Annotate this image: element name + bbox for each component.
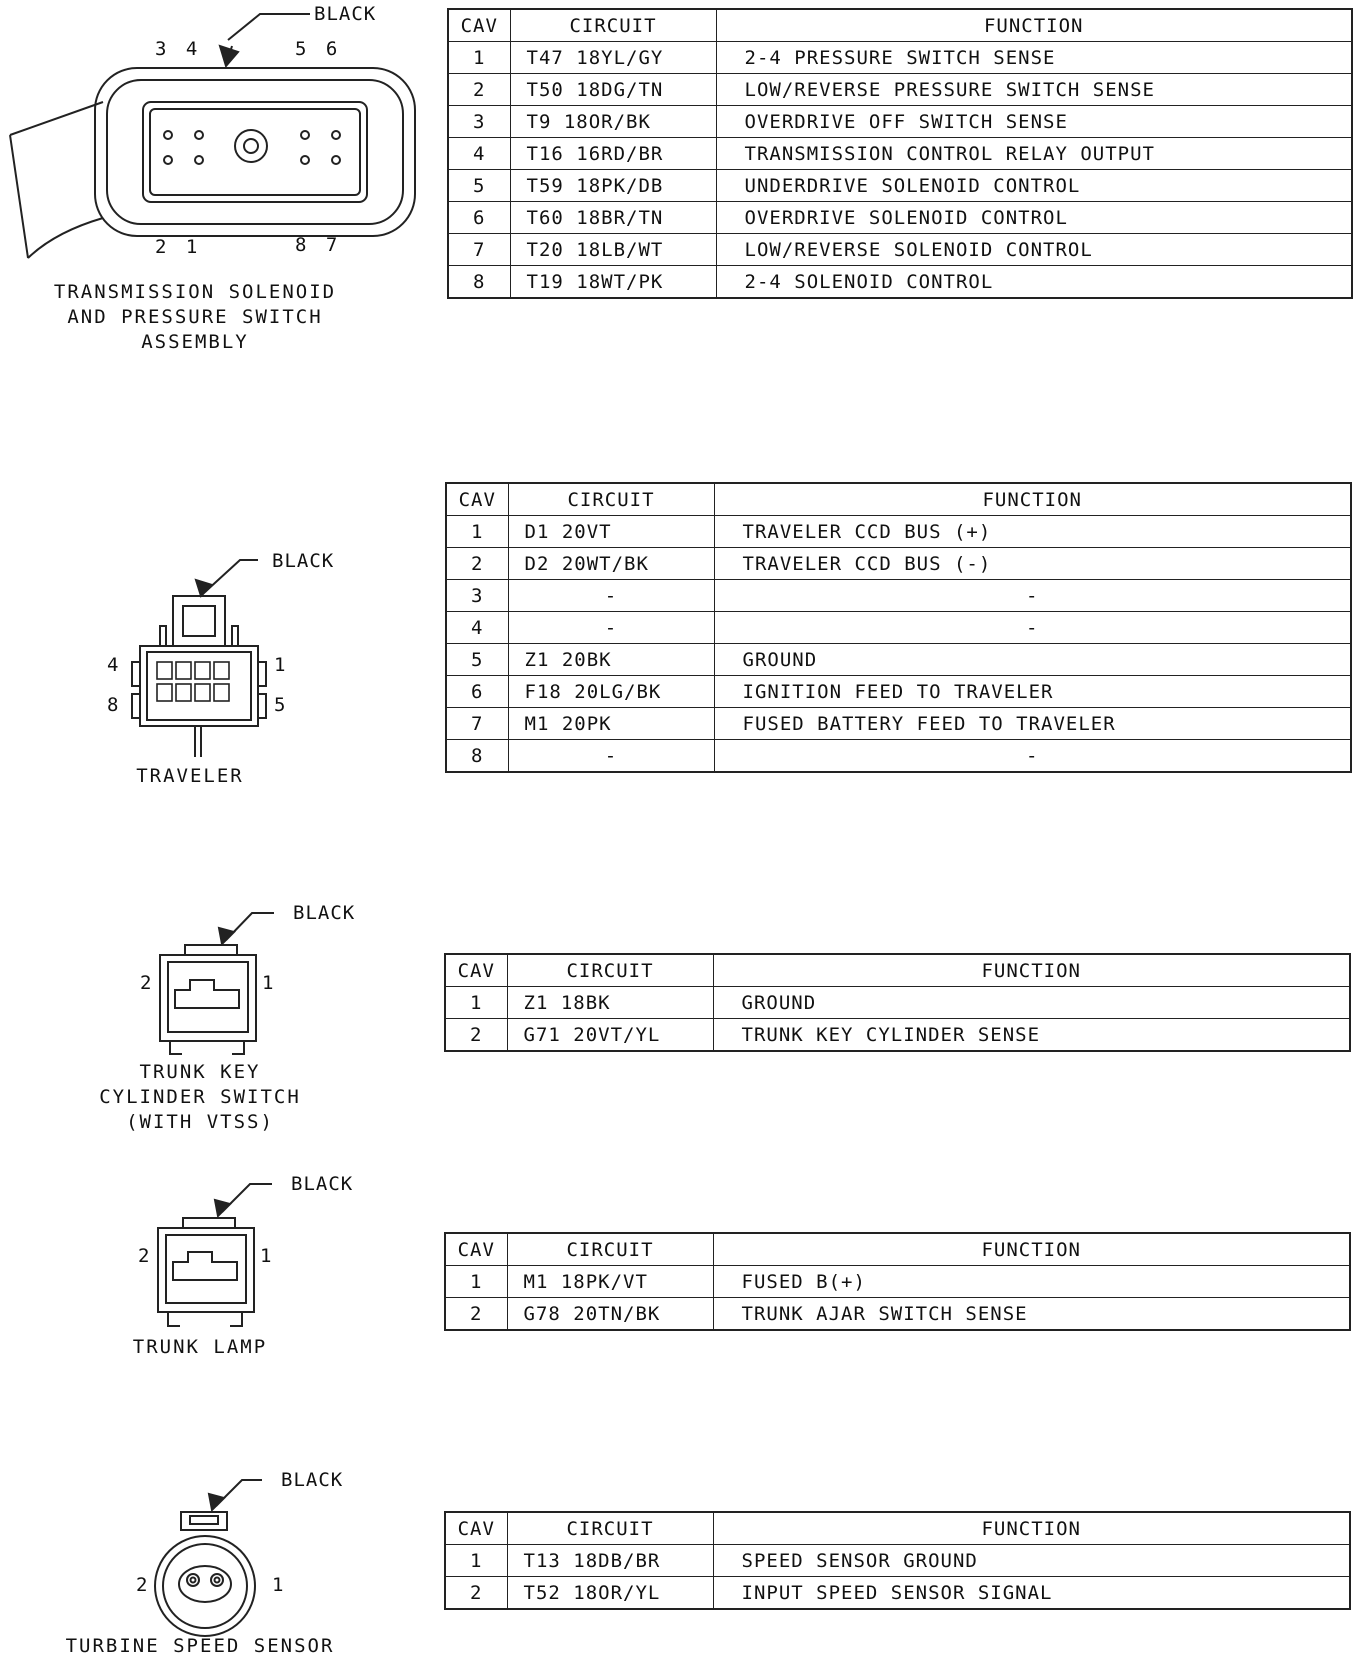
table-row (445, 1577, 1350, 1610)
circuit-header: CIRCUIT (507, 1512, 713, 1545)
table-row (448, 138, 1352, 170)
circuit-cell: M1 18PK/VT (507, 1266, 713, 1298)
function-cell: TRUNK KEY CYLINDER SENSE (713, 1019, 1350, 1052)
circuit-cell: T50 18DG/TN (510, 74, 716, 106)
connector-name-1: TRANSMISSION SOLENOID AND PRESSURE SWITCH ASSEMBLY (53, 281, 337, 353)
function-cell: TRAVELER CCD BUS (+) (714, 516, 1351, 548)
connector-name-5: TURBINE SPEED SENSOR (65, 1635, 335, 1657)
function-cell: - (714, 740, 1351, 773)
table-row (445, 1298, 1350, 1331)
trunk-lamp-connector-icon (158, 1184, 272, 1326)
circuit-cell: T59 18PK/DB (510, 170, 716, 202)
table-header-row (445, 1233, 1350, 1266)
cav-cell: 1 (446, 516, 508, 548)
cav-cell: 2 (445, 1298, 507, 1331)
cav-cell: 1 (445, 987, 507, 1019)
function-cell: 2-4 SOLENOID CONTROL (716, 266, 1352, 299)
pin-label-1d: 8 7 (295, 234, 339, 256)
circuit-cell: T60 18BR/TN (510, 202, 716, 234)
function-cell: FUSED BATTERY FEED TO TRAVELER (714, 708, 1351, 740)
circuit-cell: F18 20LG/BK (508, 676, 714, 708)
circuit-header: CIRCUIT (507, 1233, 713, 1266)
cav-header: CAV (448, 9, 510, 42)
function-cell: - (714, 612, 1351, 644)
function-cell: OVERDRIVE SOLENOID CONTROL (716, 202, 1352, 234)
cav-cell: 5 (448, 170, 510, 202)
pin-label-2a: 4 (107, 654, 120, 676)
circuit-header: CIRCUIT (507, 954, 713, 987)
table-row (448, 202, 1352, 234)
pin-label-1a: 3 4 (155, 38, 199, 60)
pin-label-2c: 8 (107, 694, 120, 716)
table-row (445, 1019, 1350, 1052)
pin-label-1b: 5 6 (295, 38, 339, 60)
cav-cell: 7 (448, 234, 510, 266)
circuit-cell: M1 20PK (508, 708, 714, 740)
circuit-cell: Z1 20BK (508, 644, 714, 676)
pin-label-3a: 2 (140, 972, 153, 994)
cav-cell: 2 (446, 548, 508, 580)
pinout-table-traveler (445, 482, 1352, 773)
circuit-cell: D2 20WT/BK (508, 548, 714, 580)
pin-label-4b: 1 (260, 1245, 273, 1267)
function-cell: - (714, 580, 1351, 612)
table-row (446, 548, 1351, 580)
color-label-3: BLACK (293, 902, 356, 924)
function-header: FUNCTION (716, 9, 1352, 42)
function-cell: LOW/REVERSE SOLENOID CONTROL (716, 234, 1352, 266)
pinout-table-trunk-key-cylinder (444, 953, 1351, 1052)
function-cell: IGNITION FEED TO TRAVELER (714, 676, 1351, 708)
table-body (446, 516, 1351, 773)
table-header-row (448, 9, 1352, 42)
function-cell: TRUNK AJAR SWITCH SENSE (713, 1298, 1350, 1331)
function-cell: OVERDRIVE OFF SWITCH SENSE (716, 106, 1352, 138)
pinout-table-turbine-speed-sensor (444, 1511, 1351, 1610)
pin-label-2d: 5 (274, 694, 287, 716)
cav-cell: 7 (446, 708, 508, 740)
connector-name-2: TRAVELER (136, 765, 244, 787)
cav-cell: 2 (448, 74, 510, 106)
table-body (445, 1545, 1350, 1610)
cav-cell: 3 (446, 580, 508, 612)
connector-name-4: TRUNK LAMP (132, 1336, 268, 1358)
function-cell: FUSED B(+) (713, 1266, 1350, 1298)
circuit-cell: Z1 18BK (507, 987, 713, 1019)
circuit-cell: G78 20TN/BK (507, 1298, 713, 1331)
function-cell: GROUND (714, 644, 1351, 676)
function-cell: INPUT SPEED SENSOR SIGNAL (713, 1577, 1350, 1610)
table-row (446, 516, 1351, 548)
cav-cell: 5 (446, 644, 508, 676)
cav-header: CAV (446, 483, 508, 516)
table-body (445, 1266, 1350, 1331)
circuit-cell: T9 18OR/BK (510, 106, 716, 138)
cav-header: CAV (445, 954, 507, 987)
pin-label-3b: 1 (262, 972, 275, 994)
function-cell: SPEED SENSOR GROUND (713, 1545, 1350, 1577)
pin-label-5b: 1 (272, 1574, 285, 1596)
table-row (445, 1266, 1350, 1298)
cav-header: CAV (445, 1512, 507, 1545)
color-label-4: BLACK (291, 1173, 354, 1195)
table-row (448, 74, 1352, 106)
table-row (446, 708, 1351, 740)
table-row (446, 644, 1351, 676)
circuit-cell: D1 20VT (508, 516, 714, 548)
function-header: FUNCTION (713, 1233, 1350, 1266)
table-row (446, 676, 1351, 708)
cav-cell: 8 (446, 740, 508, 773)
cav-cell: 4 (448, 138, 510, 170)
circuit-cell: T16 16RD/BR (510, 138, 716, 170)
pin-label-5a: 2 (136, 1574, 149, 1596)
cav-cell: 6 (446, 676, 508, 708)
pinout-table-trunk-lamp (444, 1232, 1351, 1331)
color-label-2: BLACK (272, 550, 335, 572)
table-header-row (445, 1512, 1350, 1545)
table-row (445, 1545, 1350, 1577)
cav-cell: 4 (446, 612, 508, 644)
table-row (446, 740, 1351, 773)
function-cell: GROUND (713, 987, 1350, 1019)
trunk-key-cylinder-switch-connector-icon (160, 913, 274, 1054)
color-label-1: BLACK (314, 3, 377, 25)
function-cell: TRAVELER CCD BUS (-) (714, 548, 1351, 580)
cav-cell: 1 (448, 42, 510, 74)
cav-cell: 2 (445, 1019, 507, 1052)
table-row (448, 266, 1352, 299)
cav-cell: 1 (445, 1266, 507, 1298)
function-cell: TRANSMISSION CONTROL RELAY OUTPUT (716, 138, 1352, 170)
table-row (446, 612, 1351, 644)
circuit-cell: G71 20VT/YL (507, 1019, 713, 1052)
cav-header: CAV (445, 1233, 507, 1266)
circuit-cell: - (508, 580, 714, 612)
circuit-cell: T47 18YL/GY (510, 42, 716, 74)
cav-cell: 6 (448, 202, 510, 234)
table-row (448, 170, 1352, 202)
table-body (448, 42, 1352, 299)
pin-label-2b: 1 (274, 654, 287, 676)
cav-cell: 2 (445, 1577, 507, 1610)
table-row (448, 42, 1352, 74)
pin-label-1c: 2 1 (155, 236, 199, 258)
pin-label-4a: 2 (138, 1245, 151, 1267)
circuit-header: CIRCUIT (510, 9, 716, 42)
circuit-header: CIRCUIT (508, 483, 714, 516)
table-header-row (445, 954, 1350, 987)
function-header: FUNCTION (713, 954, 1350, 987)
circuit-cell: - (508, 740, 714, 773)
cav-cell: 3 (448, 106, 510, 138)
function-header: FUNCTION (713, 1512, 1350, 1545)
circuit-cell: - (508, 612, 714, 644)
function-cell: 2-4 PRESSURE SWITCH SENSE (716, 42, 1352, 74)
function-cell: LOW/REVERSE PRESSURE SWITCH SENSE (716, 74, 1352, 106)
connector-name-3: TRUNK KEY CYLINDER SWITCH (WITH VTSS) (99, 1061, 301, 1133)
color-label-5: BLACK (281, 1469, 344, 1491)
table-row (448, 234, 1352, 266)
circuit-cell: T52 18OR/YL (507, 1577, 713, 1610)
function-cell: UNDERDRIVE SOLENOID CONTROL (716, 170, 1352, 202)
circuit-cell: T13 18DB/BR (507, 1545, 713, 1577)
table-body (445, 987, 1350, 1052)
turbine-speed-sensor-connector-icon (155, 1480, 262, 1636)
function-header: FUNCTION (714, 483, 1351, 516)
pinout-table-transmission-solenoid (447, 8, 1353, 299)
cav-cell: 8 (448, 266, 510, 299)
transmission-solenoid-connector-icon (10, 14, 415, 258)
table-header-row (446, 483, 1351, 516)
table-row (448, 106, 1352, 138)
circuit-cell: T20 18LB/WT (510, 234, 716, 266)
table-row (445, 987, 1350, 1019)
cav-cell: 1 (445, 1545, 507, 1577)
table-row (446, 580, 1351, 612)
circuit-cell: T19 18WT/PK (510, 266, 716, 299)
traveler-connector-icon (132, 560, 266, 757)
